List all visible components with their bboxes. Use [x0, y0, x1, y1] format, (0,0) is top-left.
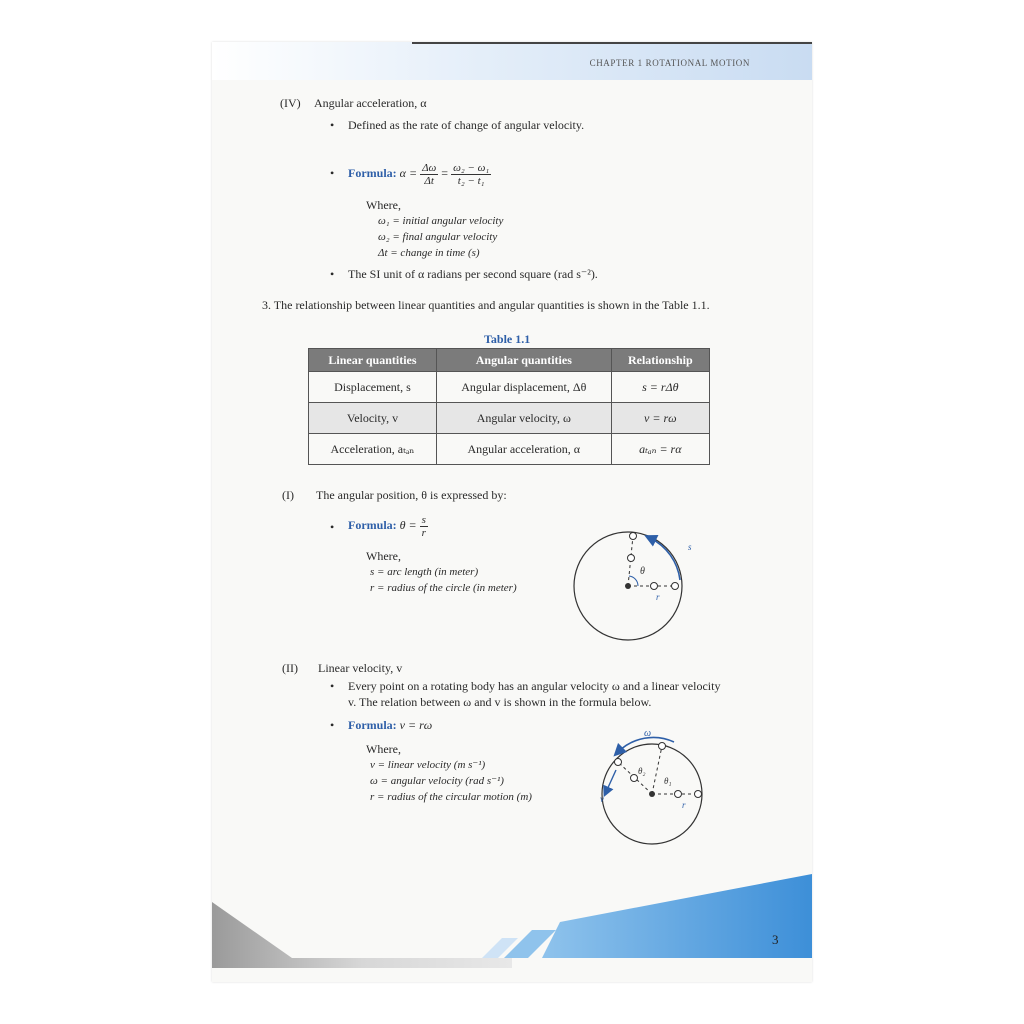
alpha-formula: Formula: α = $\frac{\Delta\omega}{\Delta t}$ = $\frac{\text{ω₂ − ω₁}}{\text{t₂ − t₁}}$ [348, 161, 490, 187]
point-marker [631, 775, 638, 782]
section-ii-title: Linear velocity, v [318, 661, 403, 675]
theta2-label: θ₂ [638, 766, 646, 776]
where-omega2: ω₂ = final angular velocity [378, 231, 498, 243]
table-title: Table 1.1 [484, 332, 531, 346]
table-row [309, 372, 710, 403]
point-3: 3. The relationship between linear quantities and angular quantities is shown in the Table 1.1. [262, 298, 710, 312]
table-cell: Acceleration, aₜₐₙ [309, 434, 437, 465]
page-number: 3 [772, 932, 779, 947]
point-marker [630, 533, 637, 540]
table-cell: s = rΔθ [611, 372, 709, 403]
velocity-label: v [600, 794, 604, 804]
radius-label: r [682, 800, 686, 810]
table-cell: Angular acceleration, α [436, 434, 611, 465]
where-r: r = radius of the circle (in meter) [370, 582, 517, 594]
angular-position-diagram [572, 520, 698, 646]
formula-expression: v = rω [399, 718, 433, 732]
bullet: • [330, 166, 335, 180]
section-ii-text-1: Every point on a rotating body has an angular velocity ω and a linear velocity [348, 679, 721, 693]
center-point [625, 583, 631, 589]
table-header: Linear quantities [309, 349, 437, 372]
formula-lhs: θ = [399, 518, 417, 532]
table-row [309, 403, 710, 434]
table-cell: Angular velocity, ω [436, 403, 611, 434]
table-cell: aₜₐₙ = rα [611, 434, 709, 465]
point-marker [628, 555, 635, 562]
section-iv-label: (IV) [280, 96, 301, 110]
radius-line-rotated [652, 746, 662, 794]
section-i-label: (I) [282, 488, 294, 502]
fraction-s-r: $\frac{s}{r}$ [421, 513, 426, 539]
angle-label: θ [640, 566, 645, 577]
where-label: Where, [366, 198, 401, 212]
section-iv-definition: Defined as the rate of change of angular velocity. [348, 118, 585, 132]
theta-formula [348, 508, 428, 542]
formula-lhs: α = [399, 166, 418, 180]
footer-decoration [212, 862, 812, 982]
linear-velocity-diagram [594, 722, 706, 846]
table-cell: Velocity, v [309, 403, 437, 434]
chapter-title: CHAPTER 1 ROTATIONAL MOTION [589, 58, 750, 68]
where-omega: ω = angular velocity (rad s⁻¹) [370, 775, 504, 787]
where-label: Where, [366, 549, 401, 563]
where-label: Where, [366, 742, 401, 756]
point-marker [651, 583, 658, 590]
textbook-page [212, 42, 812, 982]
where-delta-t: Δt = change in time (s) [378, 247, 480, 259]
where-omega1: ω₁ = initial angular velocity [378, 215, 504, 227]
section-ii-label: (II) [282, 661, 298, 675]
bullet: • [330, 267, 335, 281]
arc-label: s [688, 542, 692, 552]
point-marker [695, 791, 702, 798]
where-r: r = radius of the circular motion (m) [370, 791, 532, 803]
formula-label: Formula: [348, 166, 397, 180]
bullet: • [330, 718, 335, 732]
point-marker [615, 759, 622, 766]
relationship-table [308, 348, 710, 465]
point-marker [675, 791, 682, 798]
table-cell: v = rω [611, 403, 709, 434]
velocity-formula [348, 718, 432, 732]
fraction-delta: $\frac{\Delta\omega}{\Delta t}$ [422, 161, 437, 187]
section-ii-text-2: v. The relation between ω and v is shown in the formula below. [348, 695, 652, 709]
bullet: • [330, 118, 335, 132]
arc-arrow-icon [650, 538, 680, 580]
center-point [649, 791, 655, 797]
bullet: • [330, 679, 335, 693]
table-cell: Angular displacement, Δθ [436, 372, 611, 403]
table-header: Relationship [611, 349, 709, 372]
table-row [309, 434, 710, 465]
fraction-omega: $\frac{\text{ω₂ − ω₁}}{\text{t₂ − t₁}}$ [453, 161, 490, 187]
table-header: Angular quantities [436, 349, 611, 372]
where-v: v = linear velocity (m s⁻¹) [370, 759, 486, 771]
formula-label: Formula: [348, 518, 397, 532]
point-marker [672, 583, 679, 590]
section-i-title: The angular position, θ is expressed by: [316, 488, 507, 502]
velocity-arrow-icon [606, 770, 616, 792]
table-cell: Displacement, s [309, 372, 437, 403]
theta1-label: θ₁ [664, 776, 672, 786]
header-rule [412, 42, 812, 44]
si-unit: The SI unit of α radians per second square (rad s⁻²). [348, 267, 598, 281]
formula-label: Formula: [348, 718, 397, 732]
point-marker [659, 743, 666, 750]
where-s: s = arc length (in meter) [370, 566, 479, 578]
omega-label: ω [644, 728, 652, 739]
radius-label: r [656, 592, 660, 602]
section-iv-title: Angular acceleration, α [314, 96, 427, 110]
bullet: • [330, 520, 335, 534]
